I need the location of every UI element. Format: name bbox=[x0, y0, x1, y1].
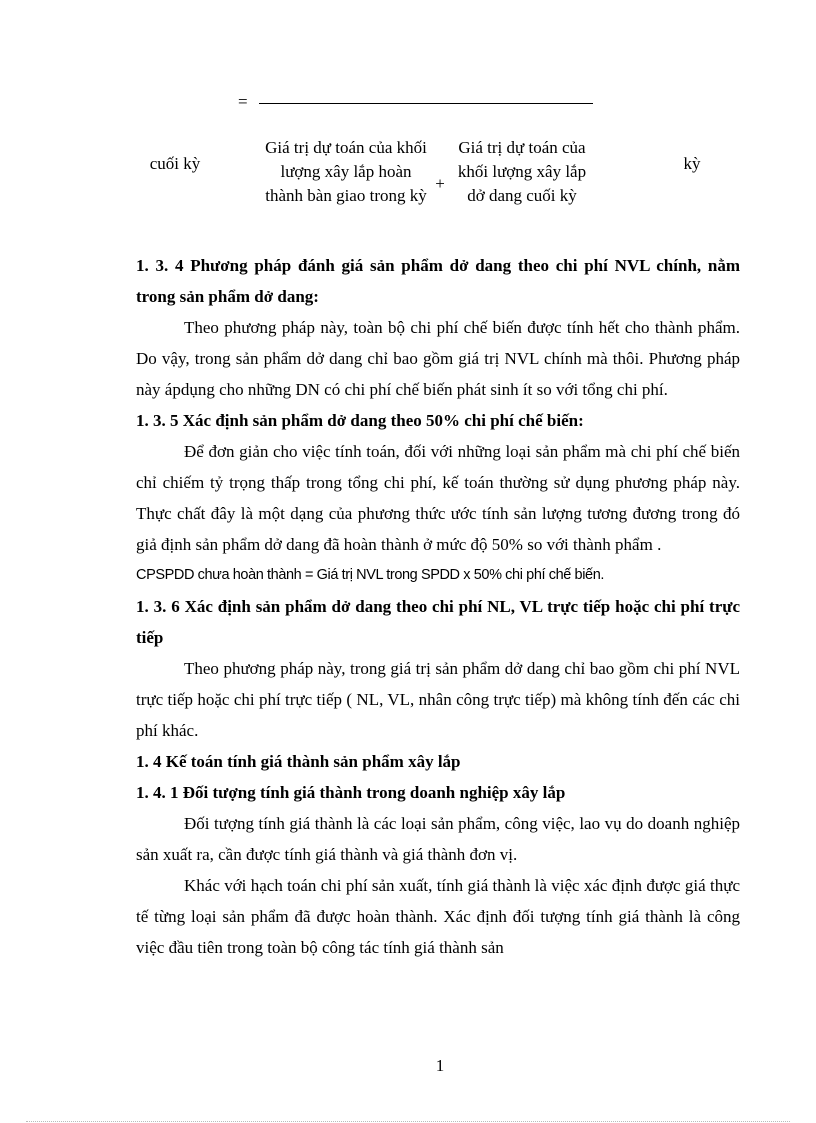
fraction-line bbox=[259, 103, 593, 104]
paragraph-1-4-1-b: Khác với hạch toán chi phí sản xuất, tính giá thành là việc xác định được giá thực tế từng loại sản phẩm đã được hoàn thành. Xác định đối tượng tính giá thành là công việc đầu tiên trong toàn bộ công tác tính giá thành sản bbox=[136, 876, 740, 957]
paragraph-1-3-4: Theo phương pháp này, toàn bộ chi phí chế biến được tính hết cho thành phẩm. Do vậy, trong sản phẩm dở dang chỉ bao gồm giá trị NVL chính mà thôi. Phương pháp này ápdụng cho những DN có chi phí chế biến phát sinh ít so với tổng chi phí. bbox=[136, 318, 740, 399]
formula-1-3-5: CPSPDD chưa hoàn thành = Giá trị NVL trong SPDD x 50% chi phí chế biến. bbox=[136, 567, 604, 583]
paragraph-1-4-1-a: Đối tượng tính giá thành là các loại sản phẩm, công việc, lao vụ do doanh nghiệp sản xuất ra, cần được tính giá thành và giá thành đơn vị. bbox=[136, 814, 740, 864]
heading-1-3-6: 1. 3. 6 Xác định sản phẩm dở dang theo chi phí NL, VL trực tiếp hoặc chi phí trực tiếp bbox=[136, 597, 740, 647]
document-body bbox=[136, 250, 740, 963]
equals-sign: = bbox=[238, 92, 248, 111]
heading-1-3-5: 1. 3. 5 Xác định sản phẩm dở dang theo 50% chi phí chế biến: bbox=[136, 411, 584, 430]
page-bottom-divider bbox=[26, 1121, 790, 1122]
paragraph-1-3-5: Để đơn giản cho việc tính toán, đối với những loại sản phẩm mà chi phí chế biến chỉ chiếm tỷ trọng thấp trong tổng chi phí, kế toán thường sử dụng phương pháp này. Thực chất đây là một dạng của phương thức ước tính sản lượng tương đương trong đó giả định sản phẩm dở dang đã hoàn thành ở mức độ 50% so với thành phẩm . bbox=[136, 442, 740, 554]
heading-1-4-1: 1. 4. 1 Đối tượng tính giá thành trong doanh nghiệp xây lắp bbox=[136, 783, 566, 802]
paragraph-1-3-6: Theo phương pháp này, trong giá trị sản phẩm dở dang chỉ bao gồm chi phí NVL trực tiếp hoặc chi phí trực tiếp ( NL, VL, nhân công trực tiếp) mà không tính đến các chi phí khác. bbox=[136, 659, 740, 740]
formula-cell-period: kỳ bbox=[683, 154, 701, 173]
formula-cell-wip-value: Giá trị dự toán của khối lượng xây lắp dở dang cuối kỳ bbox=[457, 138, 587, 205]
formula-cell-end-of-period: cuối kỳ bbox=[149, 154, 201, 173]
formula-cell-completed-value: Giá trị dự toán của khối lượng xây lắp hoàn thành bàn giao trong kỳ bbox=[265, 138, 427, 205]
page-number: 1 bbox=[435, 1056, 445, 1075]
heading-1-3-4: 1. 3. 4 Phương pháp đánh giá sản phẩm dở dang theo chi phí NVL chính, nằm trong sản phẩm dở dang: bbox=[136, 256, 740, 306]
heading-1-4: 1. 4 Kế toán tính giá thành sản phẩm xây lắp bbox=[136, 752, 461, 771]
plus-sign: + bbox=[435, 174, 445, 193]
